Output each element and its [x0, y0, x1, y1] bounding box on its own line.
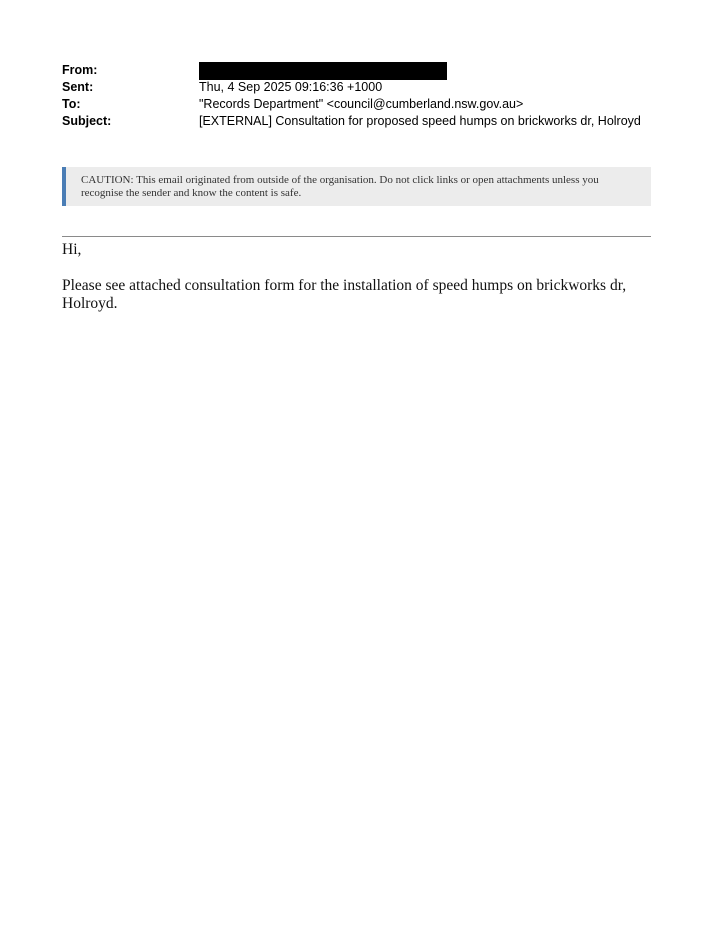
from-row: [62, 62, 662, 79]
sent-label: Sent:: [62, 80, 94, 94]
email-body: [62, 241, 647, 313]
from-label: From:: [62, 63, 98, 77]
caution-banner: [62, 167, 651, 206]
to-value: "Records Department" <council@cumberland.nsw.gov.au>: [199, 97, 524, 111]
subject-label: Subject:: [62, 114, 112, 128]
sent-row: [62, 79, 662, 96]
subject-row: [62, 113, 662, 130]
subject-value: [EXTERNAL] Consultation for proposed speed humps on brickworks dr, Holroyd: [199, 114, 641, 128]
email-message: Please see attached consultation form for the installation of speed humps on brickworks dr, Holroyd.: [62, 277, 627, 312]
to-row: [62, 96, 662, 113]
email-header: [62, 62, 662, 130]
to-label: To:: [62, 97, 81, 111]
from-value: [199, 62, 447, 79]
sent-value: Thu, 4 Sep 2025 09:16:36 +1000: [199, 80, 383, 94]
header-divider: [62, 236, 651, 237]
caution-text: CAUTION: This email originated from outside of the organisation. Do not click links or open attachments unless you recognise the sender and know the content is safe.: [81, 174, 599, 199]
sender-redaction: [199, 62, 447, 80]
email-greeting: Hi,: [62, 241, 82, 258]
